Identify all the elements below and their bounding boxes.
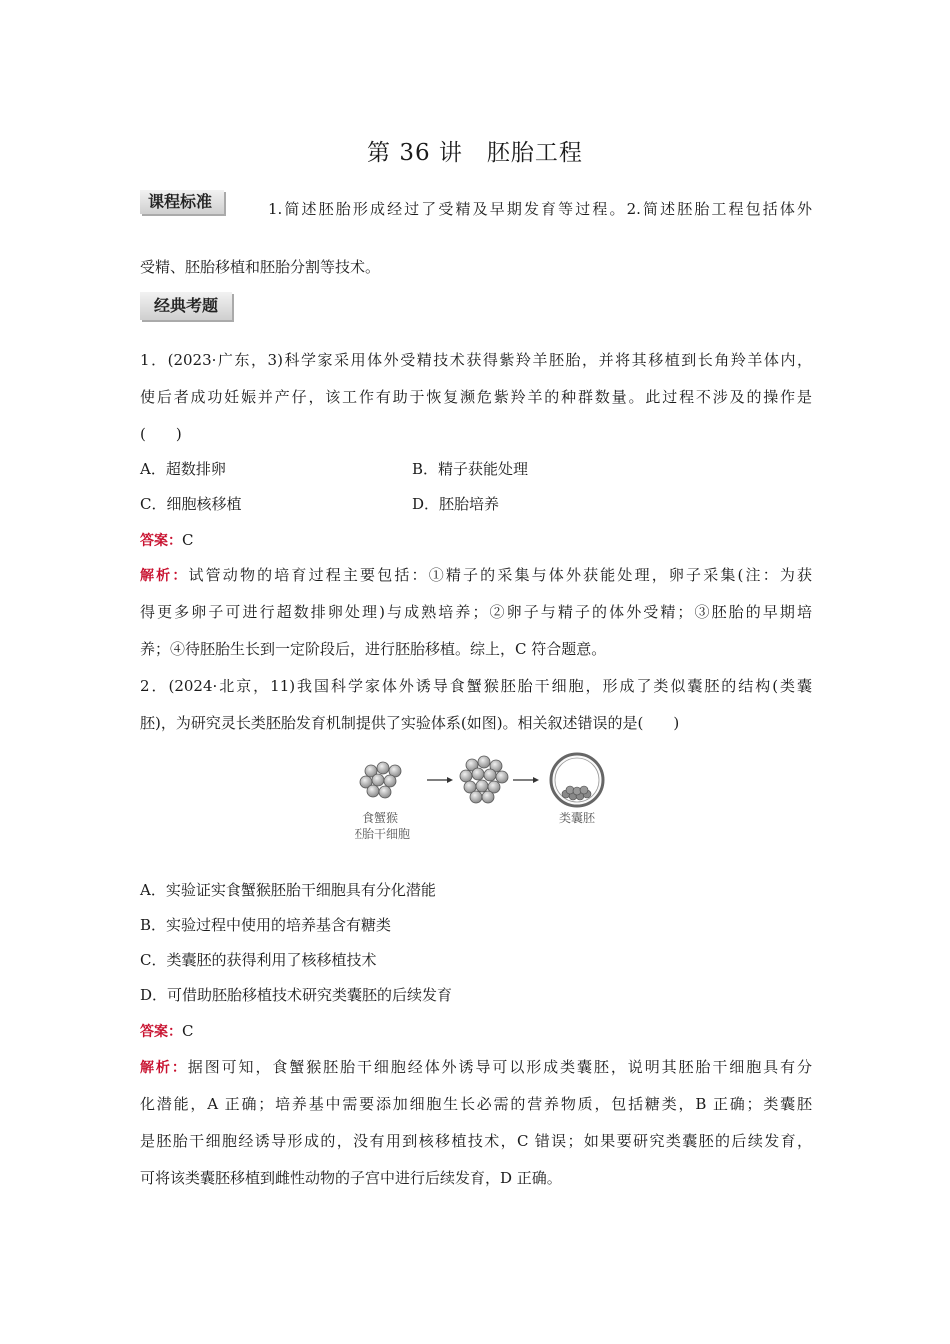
q2-analysis-line-3: 是胚胎干细胞经诱导形成的，没有用到核移植技术，C 错误；如果要研究类囊胚的后续发育， <box>140 1132 812 1150</box>
page-title: 第 36 讲 胚胎工程 <box>367 140 583 166</box>
q2-stem-line-2: 胚)，为研究灵长类胚胎发育机制提供了实验体系(如图)。相关叙述错误的是( ) <box>140 714 680 732</box>
q2-option-d: D．可借助胚胎移植技术研究类囊胚的后续发育 <box>140 986 453 1004</box>
analysis-text: 据图可知，食蟹猴胚胎干细胞经体外诱导可以形成类囊胚，说明其胚胎干细胞具有分 <box>187 1058 813 1076</box>
q1-analysis-line-1 <box>140 565 812 586</box>
standard-line-1: 1.简述胚胎形成经过了受精及早期发育等过程。2.简述胚胎工程包括体外 <box>268 200 812 218</box>
arrow-icon <box>513 777 539 783</box>
answer-label: 答案： <box>140 533 182 549</box>
q1-analysis-line-2: 得更多卵子可进行超数排卵处理)与成熟培养；②卵子与精子的体外受精；③胚胎的早期培 <box>140 603 812 621</box>
analysis-label: 解析： <box>140 568 189 584</box>
q2-stem-line-1: 2．(2024·北京，11)我国科学家体外诱导食蟹猴胚胎干细胞，形成了类似囊胚的结构(类囊 <box>140 677 812 695</box>
label-stem-cell-1: 食蟹猴 <box>361 811 399 825</box>
q1-stem-line-2: 使后者成功妊娠并产仔，该工作有助于恢复濒危紫羚羊的种群数量。此过程不涉及的操作是 <box>140 388 812 406</box>
q1-stem-line-1: 1．(2023·广东，3)科学家采用体外受精技术获得紫羚羊胚胎，并将其移植到长角羚羊体内， <box>140 351 812 369</box>
q1-option-c: C．细胞核移植 <box>140 495 242 513</box>
label-stem-cell-2: 胚胎干细胞 <box>355 827 411 841</box>
standard-line-2: 受精、胚胎移植和胚胎分割等技术。 <box>140 258 381 276</box>
q1-answer <box>140 530 193 551</box>
arrow-icon <box>427 777 453 783</box>
q2-option-a: A．实验证实食蟹猴胚胎干细胞具有分化潜能 <box>140 881 436 899</box>
q1-analysis-line-3: 养；④待胚胎生长到一定阶段后，进行胚胎移植。综上，C 符合题意。 <box>140 640 607 658</box>
classic-questions-badge: 经典考题 <box>140 292 232 320</box>
q1-option-a: A．超数排卵 <box>140 460 226 478</box>
analysis-label: 解析： <box>140 1060 188 1076</box>
q2-analysis-line-4: 可将该类囊胚移植到雌性动物的子宫中进行后续发育，D 正确。 <box>140 1169 562 1187</box>
stem-cell-cluster <box>360 762 401 798</box>
diagram-svg <box>355 750 615 850</box>
q1-option-d: D．胚胎培养 <box>412 495 500 513</box>
q1-option-b: B．精子获能处理 <box>412 460 529 478</box>
label-blastoid: 类囊胚 <box>558 811 596 825</box>
answer-value: C <box>182 531 194 549</box>
q2-option-b: B．实验过程中使用的培养基含有糖类 <box>140 916 392 934</box>
analysis-text: 试管动物的培育过程主要包括：①精子的采集与体外获能处理，卵子采集(注：为获 <box>188 566 813 584</box>
blastoid-icon <box>551 754 603 806</box>
answer-label: 答案： <box>140 1024 182 1040</box>
q2-analysis-line-1 <box>140 1057 812 1078</box>
q2-option-c: C．类囊胚的获得利用了核移植技术 <box>140 951 377 969</box>
answer-value: C <box>182 1022 194 1040</box>
q1-stem-line-3: ( ) <box>140 425 182 443</box>
q2-analysis-line-2: 化潜能，A 正确；培养基中需要添加细胞生长必需的营养物质，包括糖类，B 正确；类囊胚 <box>140 1095 812 1113</box>
course-standard-badge: 课程标准 <box>140 190 224 214</box>
blastoid-diagram <box>355 750 615 850</box>
cell-aggregate <box>460 756 508 803</box>
q2-answer <box>140 1021 193 1042</box>
